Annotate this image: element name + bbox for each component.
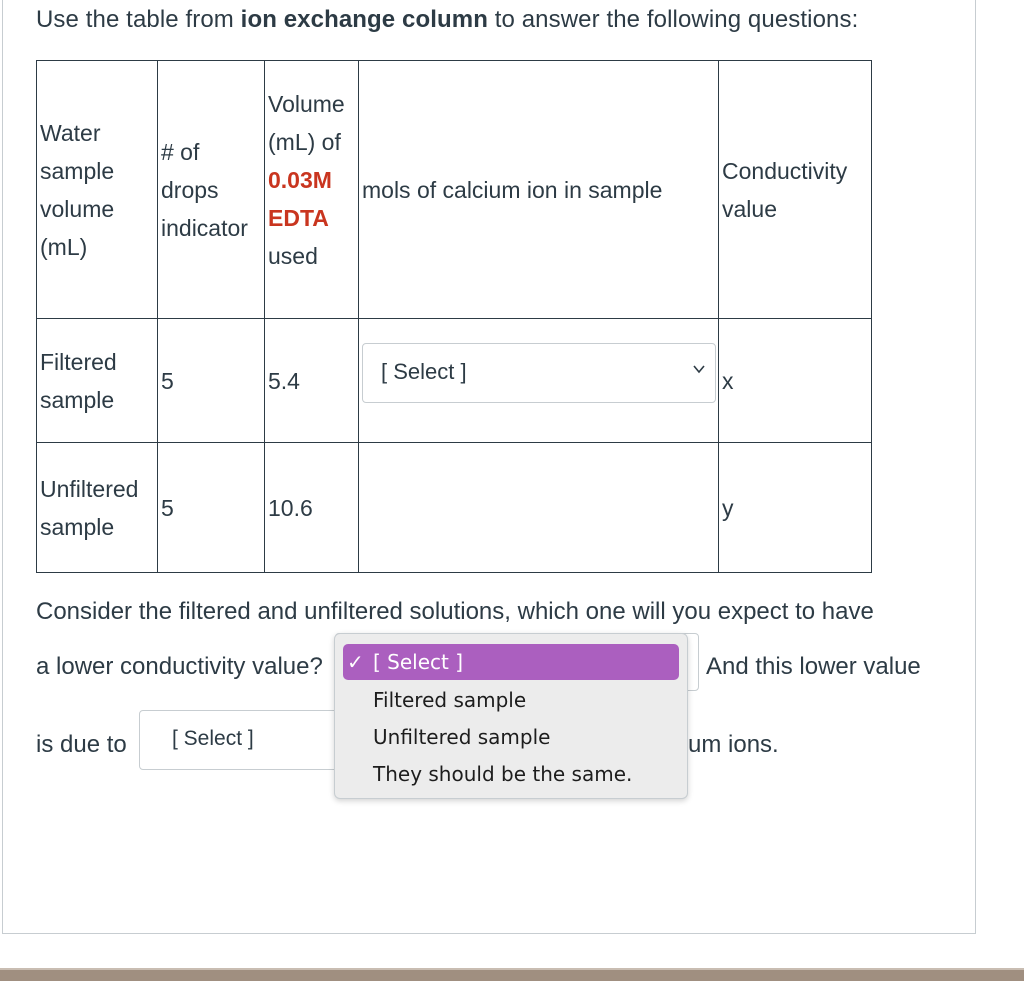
row-drops: 5 — [158, 443, 265, 573]
dropdown-menu — [334, 633, 688, 799]
row-sample-label: Filtered sample — [37, 319, 158, 443]
paragraph-line-2-suffix: And this lower value — [706, 653, 921, 680]
paragraph-line-1: Consider the filtered and unfiltered solutions, which one will you expect to have — [36, 598, 874, 625]
mols-select-value: [ Select ] — [381, 359, 467, 384]
table-header-row — [37, 61, 872, 319]
question-text: Use the table from ion exchange column to answer the following questions: — [36, 6, 859, 33]
reason-select-value: [ Select ] — [172, 727, 254, 750]
footer-bar — [0, 968, 1024, 981]
paragraph-line-3-suffix: um ions. — [688, 731, 779, 758]
row-volume: 5.4 — [265, 319, 359, 443]
paragraph-line-3-prefix: is due to — [36, 731, 127, 758]
dropdown-option-unfiltered[interactable]: Unfiltered sample — [373, 725, 551, 749]
mols-select-dropdown[interactable] — [362, 343, 716, 403]
dropdown-option-filtered[interactable]: Filtered sample — [373, 688, 527, 712]
data-table — [36, 60, 872, 573]
dropdown-option-same[interactable]: They should be the same. — [373, 762, 633, 786]
header-mols-calcium: mols of calcium ion in sample — [359, 61, 719, 319]
header-conductivity: Conductivity value — [719, 61, 872, 319]
chevron-down-icon — [691, 361, 707, 377]
row-conductivity: y — [719, 443, 872, 573]
row-mols-cell — [359, 443, 719, 573]
paragraph-line-2-prefix: a lower conductivity value? — [36, 653, 323, 680]
checkmark-icon: ✓ — [347, 650, 364, 674]
row-drops: 5 — [158, 319, 265, 443]
header-water-volume: Water sample volume (mL) — [37, 61, 158, 319]
row-conductivity: x — [719, 319, 872, 443]
row-volume: 10.6 — [265, 443, 359, 573]
header-drops-indicator: # of drops indicator — [158, 61, 265, 319]
row-sample-label: Unfiltered sample — [37, 443, 158, 573]
table-row — [37, 443, 872, 573]
dropdown-option-select-placeholder[interactable]: ✓ [ Select ] — [343, 644, 679, 680]
header-edta-volume: Volume (mL) of 0.03M EDTA used — [265, 61, 359, 319]
